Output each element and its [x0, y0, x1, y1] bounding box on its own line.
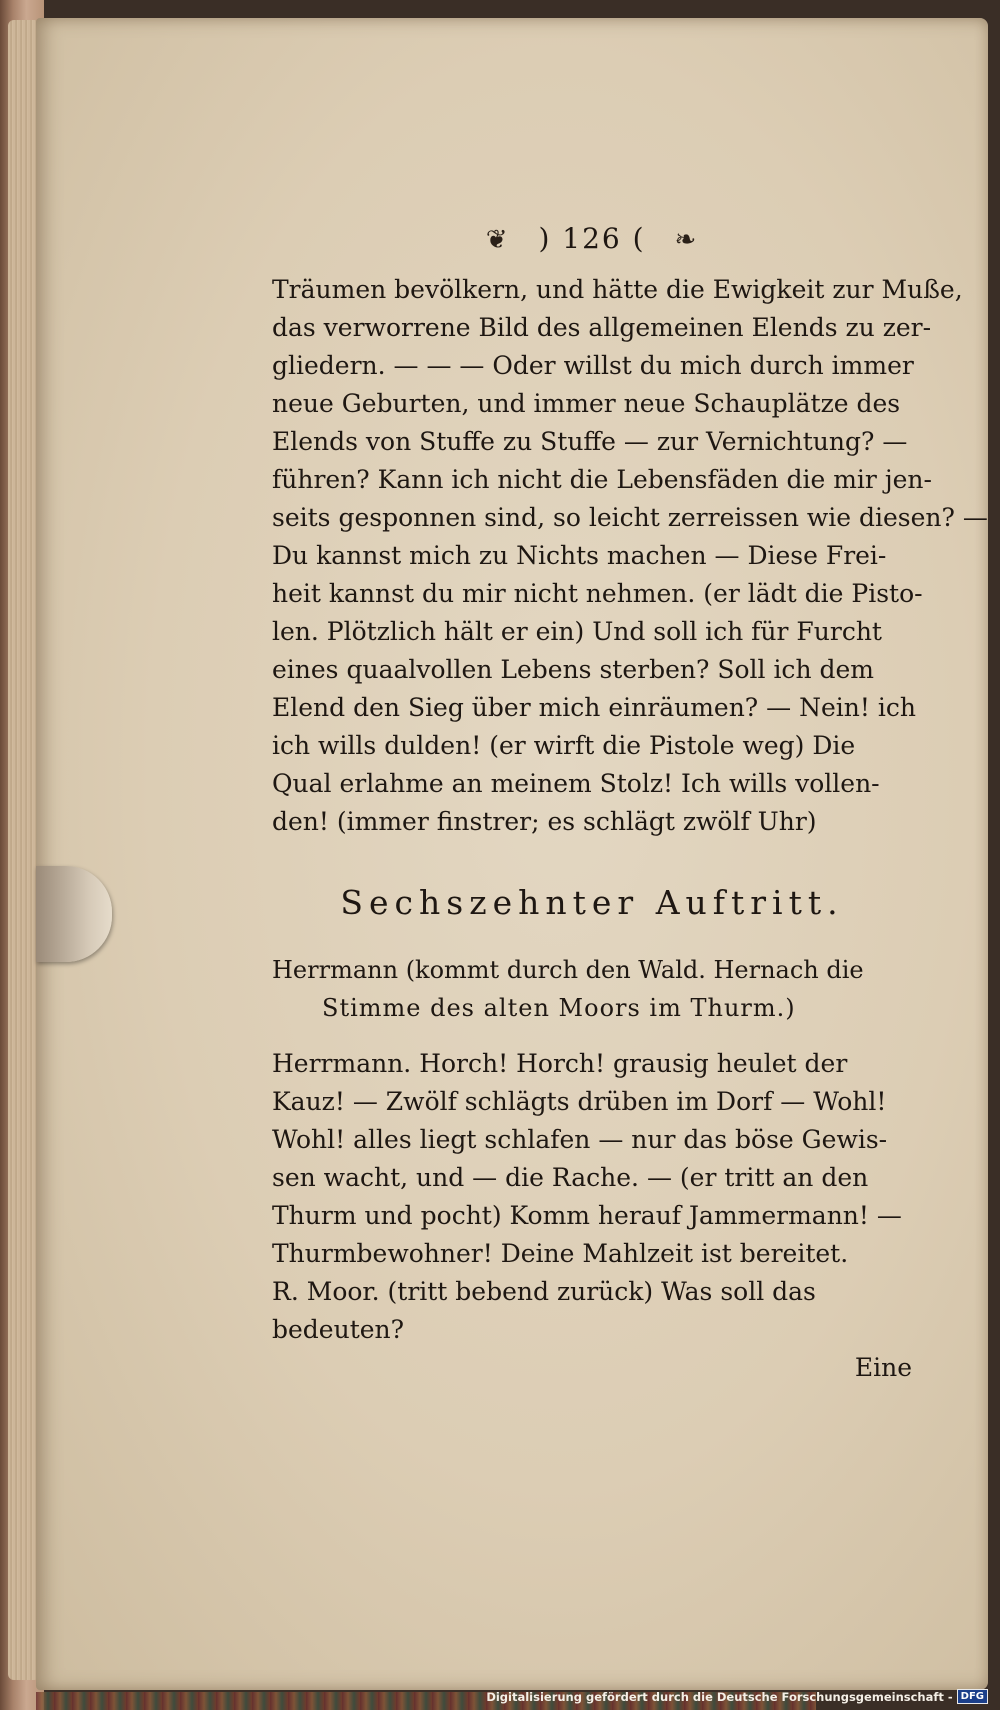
dialogue-line: Kauz! — Zwölf schlägts drüben im Dorf — Wohl!: [272, 1087, 887, 1116]
scene-heading: Sechszehnter Auftritt.: [340, 883, 844, 922]
text-line: neue Geburten, und immer neue Schauplätze des: [272, 389, 901, 418]
page-number: ) 126 (: [538, 222, 646, 255]
dialogue-line: Thurm und pocht) Komm herauf Jammermann! —: [272, 1201, 902, 1230]
text-line: den! (immer finstrer; es schlägt zwölf Uhr): [272, 807, 817, 836]
text-line: heit kannst du mir nicht nehmen. (er lädt die Pisto-: [272, 579, 923, 608]
stage-direction: [272, 951, 912, 1027]
text-line: eines quaalvollen Lebens sterben? Soll ich dem: [272, 655, 874, 684]
catchword: Eine: [854, 1353, 912, 1382]
spacer: [272, 1027, 912, 1045]
text-line: Elends von Stuffe zu Stuffe — zur Vernichtung? —: [272, 427, 908, 456]
body-paragraph: [272, 271, 988, 841]
text-line: gliedern. — — — Oder willst du mich durch immer: [272, 351, 914, 380]
dialogue-line: Thurmbewohner! Deine Mahlzeit ist bereitet.: [272, 1239, 849, 1268]
text-line: Träumen bevölkern, und hätte die Ewigkeit zur Muße,: [272, 275, 963, 304]
text-line: Du kannst mich zu Nichts machen — Diese Frei-: [272, 541, 887, 570]
dialogue-line: Herrmann. Horch! Horch! grausig heulet der: [272, 1049, 848, 1078]
footer-credit: [486, 1689, 988, 1704]
text-line: Elend den Sieg über mich einräumen? — Nein! ich: [272, 693, 916, 722]
dfg-logo: DFG: [957, 1689, 988, 1704]
text-line: len. Plötzlich hält er ein) Und soll ich für Furcht: [272, 617, 882, 646]
stage-direction-line: Stimme des alten Moors im Thurm.): [322, 994, 796, 1022]
text-line: das verworrene Bild des allgemeinen Elends zu zer-: [272, 313, 932, 342]
right-ornament-icon: ❧: [674, 225, 699, 255]
bookmark-tab: [36, 866, 112, 962]
page-header: [272, 222, 912, 255]
text-line: ich wills dulden! (er wirft die Pistole weg) Die: [272, 731, 856, 760]
stage-direction-line: Herrmann (kommt durch den Wald. Hernach die: [272, 956, 864, 984]
dialogue-line: sen wacht, und — die Rache. — (er tritt an den: [272, 1163, 869, 1192]
text-line: seits gesponnen sind, so leicht zerreissen wie diesen? —: [272, 503, 988, 532]
footer-text: Digitalisierung gefördert durch die Deutsche Forschungsgemeinschaft -: [486, 1689, 953, 1704]
dialogue-line: R. Moor. (tritt bebend zurück) Was soll das: [272, 1277, 816, 1306]
dialogue-line: bedeuten?: [272, 1315, 405, 1344]
dialogue-line: Wohl! alles liegt schlafen — nur das böse Gewis-: [272, 1125, 888, 1154]
text-line: Qual erlahme an meinem Stolz! Ich wills vollen-: [272, 769, 880, 798]
text-line: führen? Kann ich nicht die Lebensfäden die mir jen-: [272, 465, 932, 494]
page-text: [272, 222, 988, 1387]
dialogue: [272, 1045, 912, 1349]
left-ornament-icon: ❦: [485, 225, 510, 255]
